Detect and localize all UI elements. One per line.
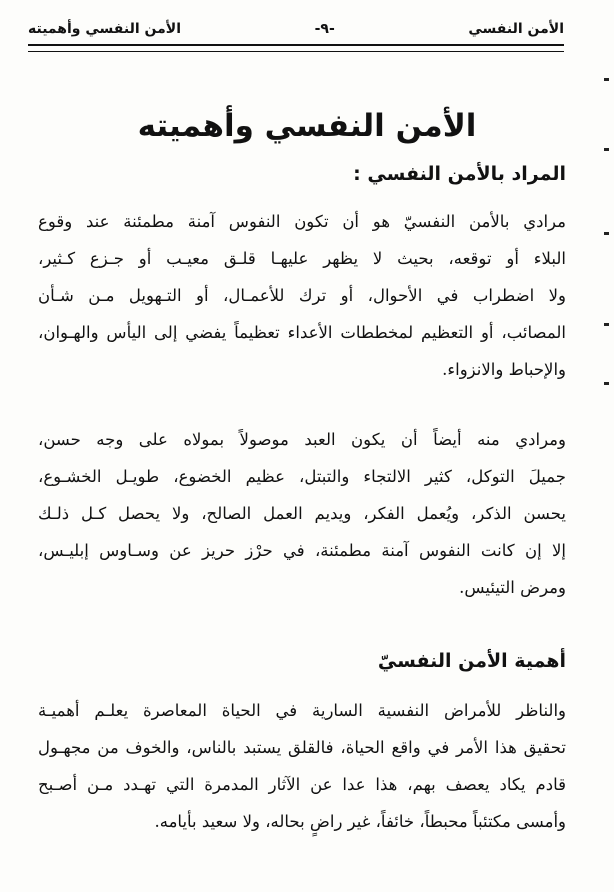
text-line: إلا إن كانت النفوس آمنة مطمئنة، في حرْز حريز عن وسـاوس إبليـس، xyxy=(38,541,566,560)
text-line: جميلَ التوكل، كثير الالتجاء والتبتل، عظيم الخضوع، طويـل الخشـوع، xyxy=(38,467,566,486)
section-heading-importance: أهمية الأمن النفسيّ xyxy=(377,650,566,672)
scan-margin-mark xyxy=(604,232,609,235)
scan-margin-mark xyxy=(604,78,609,81)
scan-margin-mark xyxy=(604,148,609,151)
header-right-title: الأمن النفسي xyxy=(468,21,564,37)
section-heading-definition: المراد بالأمن النفسي : xyxy=(353,163,566,185)
text-line: قادم يكاد يعصف بهم، هذا عدا عن الآثار المدمرة التي تهـدد مـن أصـبح xyxy=(38,775,566,794)
text-line: تحقيق هذا الأمر في واقع الحياة، فالقلق يستبد بالناس، والخوف من مجهـول xyxy=(38,738,566,757)
chapter-title: الأمن النفسي وأهميته xyxy=(137,108,477,144)
text-line: والناظر للأمراض النفسية السارية في الحياة المعاصرة يعلـم أهميـة xyxy=(38,701,566,720)
paragraph-definition-2 xyxy=(38,421,566,606)
text-line: ومرادي منه أيضاً أن يكون العبد موصولاً بمولاه على وجه حسن، xyxy=(38,430,566,449)
running-header xyxy=(28,16,564,42)
text-line: ومرض التيئيس. xyxy=(459,578,566,597)
text-line: البلاء أو توقعه، بحيث لا يظهر عليهـا قلـق معيـب أو جـزع كـثير، xyxy=(38,249,566,268)
header-left-title: الأمن النفسي وأهميته xyxy=(28,21,182,37)
text-line: ولا اضطراب في الأحوال، أو ترك للأعمـال، أو التـهويل مـن شـأن xyxy=(38,286,566,305)
paragraph-definition-1 xyxy=(38,203,566,388)
text-line: المصائب، أو التعظيم لمخططات الأعداء تعظيماً يفضي إلى اليأس والهـوان، xyxy=(38,323,566,342)
text-line: والإحباط والانزواء. xyxy=(442,360,566,379)
text-line: وأمسى مكتئباً محبطاً، خائفاً، غير راضٍ بحاله، ولا سعيد بأيامه. xyxy=(154,812,566,831)
text-line: يحسن الذكر، ويُعمل الفكر، ويديم العمل الصالح، ولا يحصل كـل ذلـك xyxy=(38,504,566,523)
text-line: مرادي بالأمن النفسيّ هو أن تكون النفوس آمنة مطمئنة عند وقوع xyxy=(38,212,566,231)
header-rule xyxy=(28,44,564,52)
scan-margin-mark xyxy=(604,323,609,326)
paragraph-importance xyxy=(38,692,566,840)
page-number: -٩- xyxy=(314,21,335,37)
scan-margin-mark xyxy=(604,382,609,385)
